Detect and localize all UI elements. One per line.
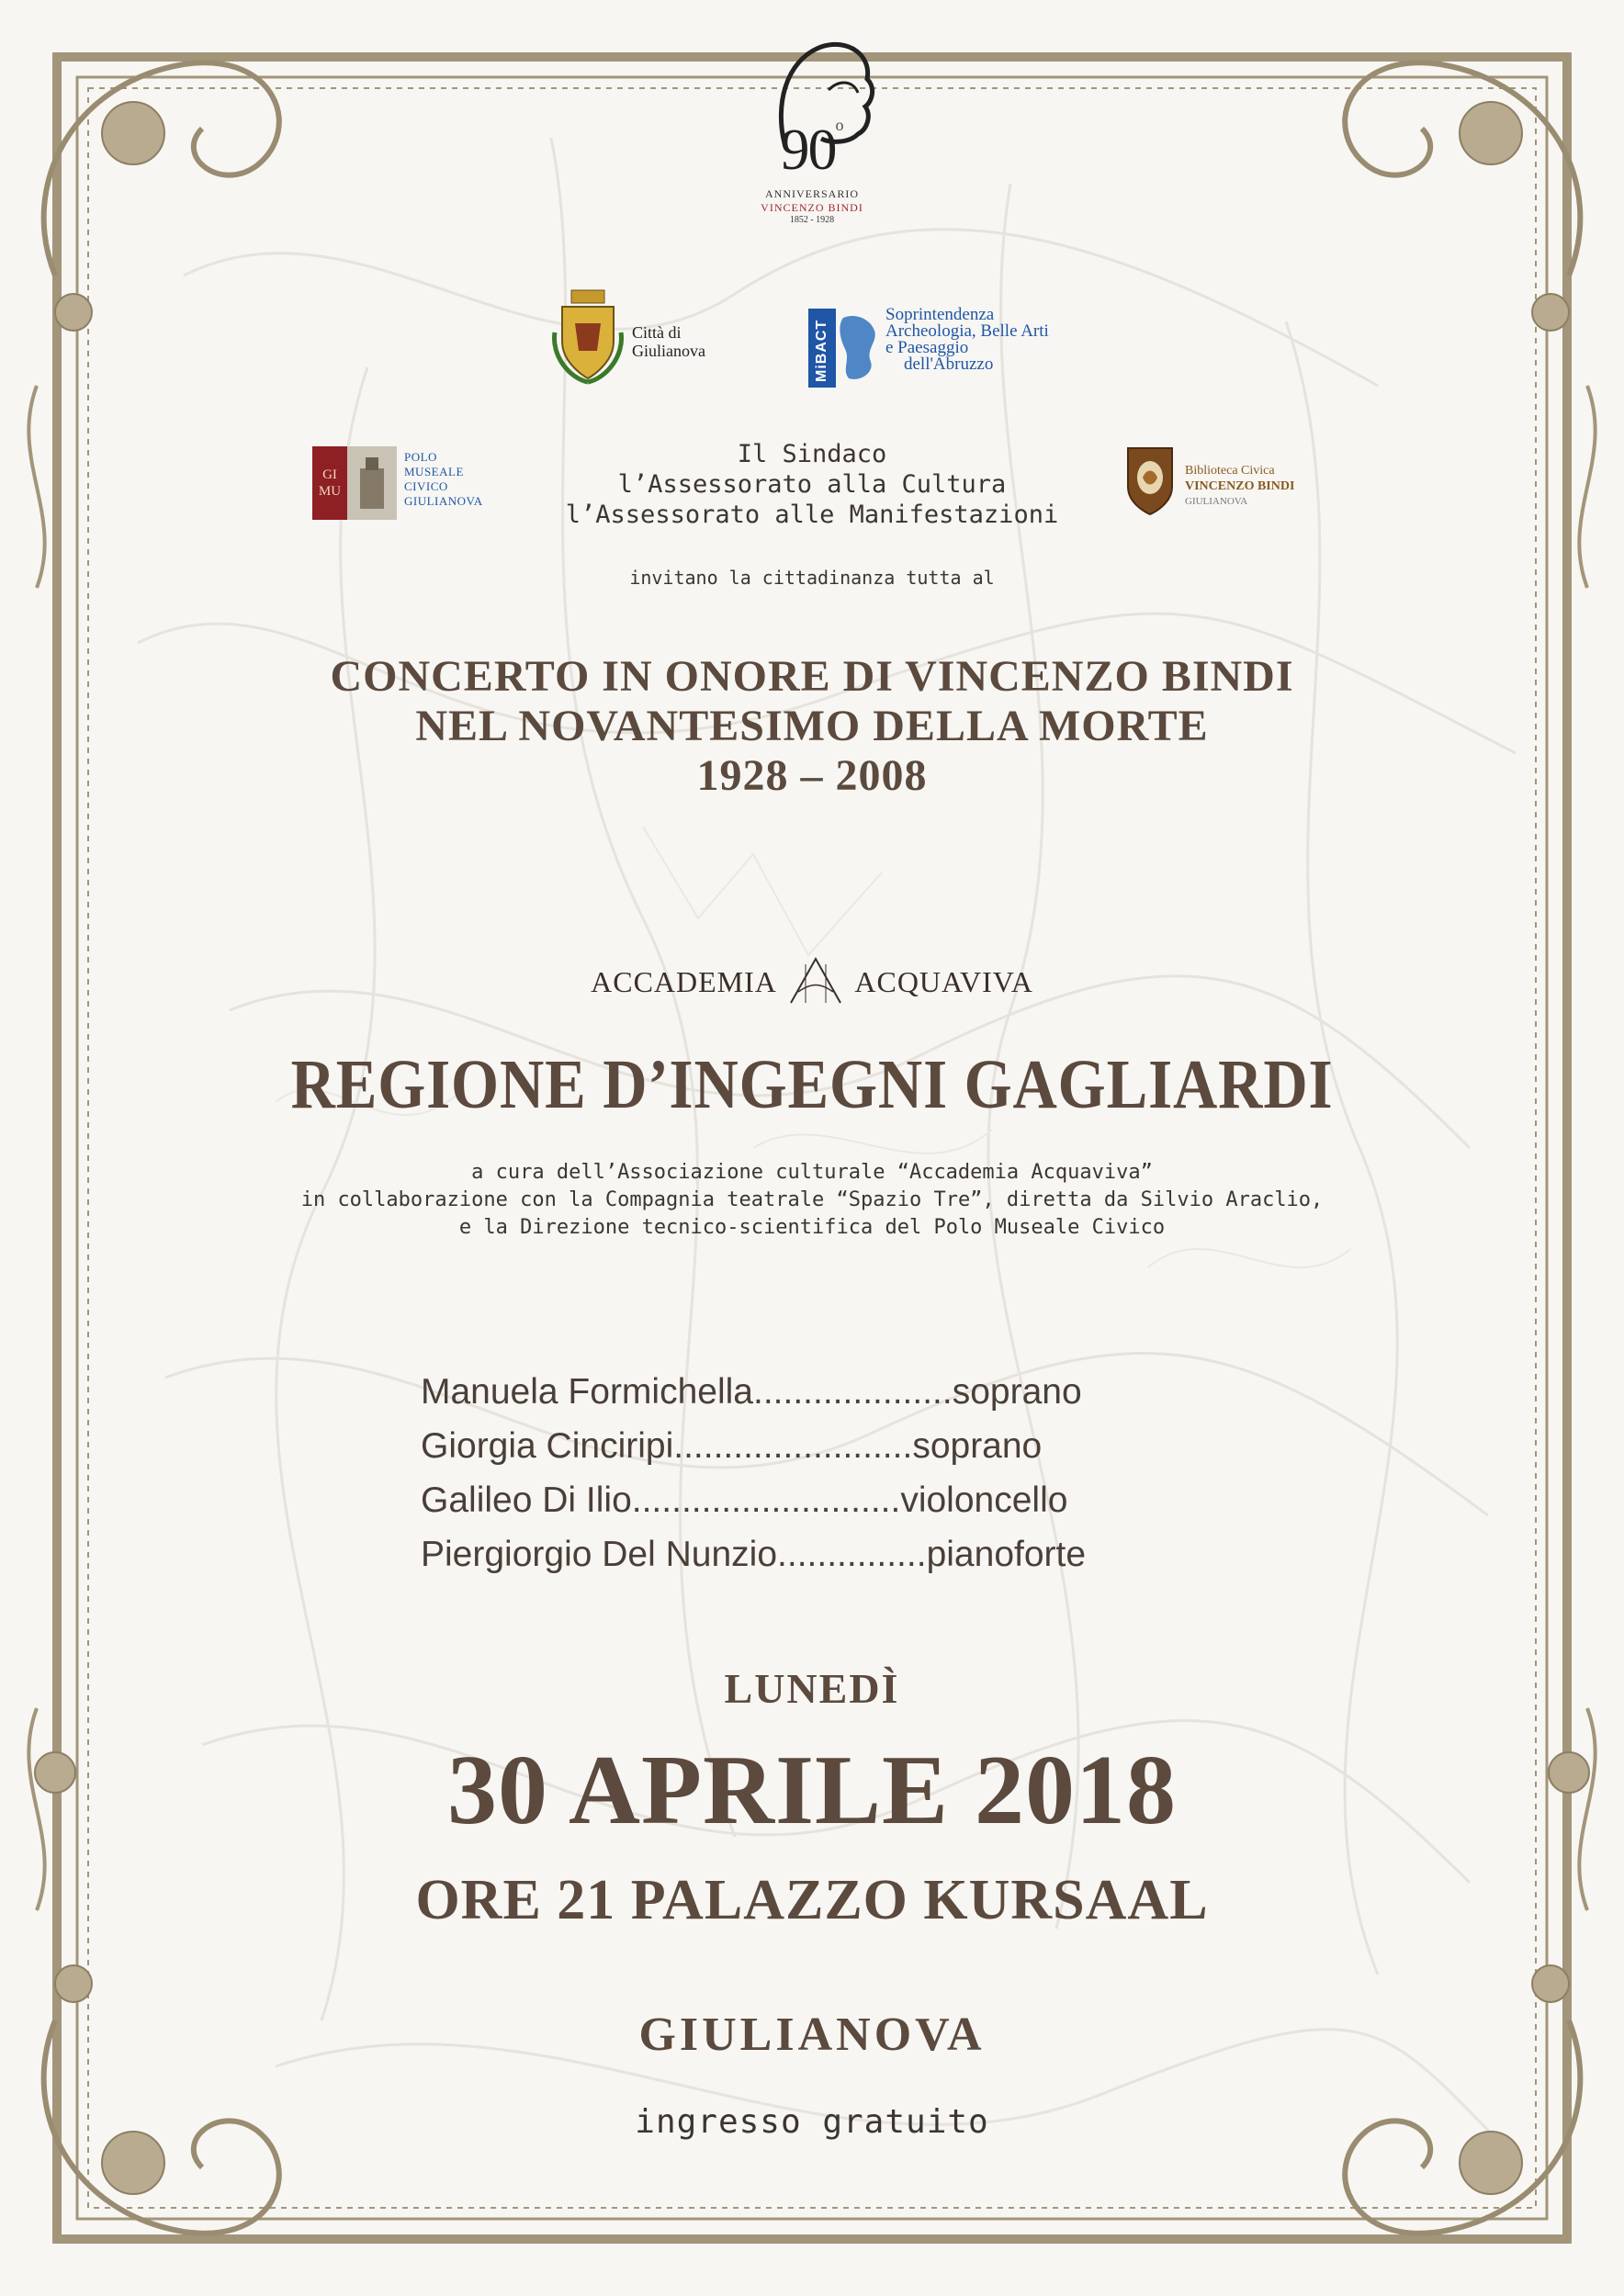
event-date: 30 APRILE 2018: [446, 1736, 1178, 1845]
bibl-line-2: VINCENZO BINDI: [1185, 479, 1295, 493]
performer-dots: ....................: [753, 1372, 953, 1412]
accademia-a-icon: [784, 955, 848, 1007]
soprintendenza-logo: [808, 303, 1121, 395]
accademia-left: ACCADEMIA: [591, 965, 776, 998]
credits-block: [0, 1159, 1624, 1242]
mibact-bar: [808, 309, 836, 388]
sopr-line-3: e Paesaggio: [885, 338, 969, 357]
credit-line: in collaborazione con la Compagnia teatrale “Spazio Tre”, diretta da Silvio Araclio,: [300, 1188, 1324, 1211]
anniversary-name: VINCENZO BINDI: [761, 201, 863, 214]
anniversary-number: 90: [780, 117, 836, 182]
performers-list: [421, 1365, 1229, 1581]
accademia-right: ACQUAVIVA: [854, 965, 1033, 998]
sopr-line-1: Soprintendenza: [885, 305, 995, 324]
performer-name: Galileo Di Ilio: [421, 1480, 632, 1520]
anniversary-logo: [720, 24, 904, 253]
performer-dots: ........................: [673, 1426, 913, 1466]
polo-line-4: GIULIANOVA: [404, 494, 483, 508]
abruzzo-map-icon: [838, 309, 880, 388]
performer-row: [421, 1365, 1229, 1419]
performer-role: soprano: [952, 1372, 1082, 1412]
performer-dots: ...............: [777, 1535, 927, 1574]
performer-name: Manuela Formichella: [421, 1372, 753, 1412]
organizer-line: l’Assessorato alla Cultura: [617, 470, 1007, 499]
admission-text: ingresso gratuito: [635, 2103, 989, 2141]
performer-role: soprano: [912, 1426, 1043, 1466]
performer-row: [421, 1419, 1229, 1473]
coat-of-arms-icon: [551, 287, 625, 388]
organizers-block: [0, 439, 1624, 530]
invitation-text: invitano la cittadinanza tutta al: [629, 567, 995, 589]
anniversary-degree: o: [835, 116, 844, 134]
bibl-line-1: Biblioteca Civica: [1185, 464, 1275, 478]
performer-row: [421, 1473, 1229, 1527]
citta-line-1: Città di: [632, 323, 682, 342]
mibact-label: MiBACT: [814, 319, 829, 382]
credit-line: a cura dell’Associazione culturale “Accademia Acquaviva”: [471, 1161, 1153, 1184]
organizer-line: l’Assessorato alle Manifestazioni: [565, 501, 1059, 529]
bibl-line-3: GIULIANOVA: [1185, 496, 1248, 507]
performer-row: [421, 1527, 1229, 1581]
event-time-place: ORE 21 PALAZZO KURSAAL: [415, 1869, 1209, 1931]
show-title: REGIONE D’INGEGNI GAGLIARDI: [290, 1046, 1334, 1123]
accademia-logo: [0, 955, 1624, 1010]
anniversary-label: ANNIVERSARIO: [765, 187, 859, 200]
title-line: 1928 – 2008: [696, 751, 928, 800]
polo-line-3: CIVICO: [404, 479, 448, 493]
performer-dots: ...........................: [631, 1480, 901, 1520]
concert-title: [0, 652, 1624, 801]
citta-line-2: Giulianova: [632, 342, 705, 360]
anniversary-years: 1852 - 1928: [789, 215, 835, 225]
organizer-line: Il Sindaco: [737, 440, 887, 468]
credit-line: e la Direzione tecnico-scientifica del Polo Museale Civico: [458, 1216, 1166, 1239]
event-day: LUNEDÌ: [724, 1665, 900, 1712]
performer-name: Giorgia Cinciripi: [421, 1426, 674, 1466]
title-line: NEL NOVANTESIMO DELLA MORTE: [415, 702, 1209, 750]
polo-line-1: POLO: [404, 450, 437, 464]
polo-line-2: MUSEALE: [404, 465, 464, 478]
sopr-line-4: dell'Abruzzo: [904, 355, 994, 374]
performer-name: Piergiorgio Del Nunzio: [421, 1535, 778, 1574]
performer-role: pianoforte: [926, 1535, 1087, 1574]
citta-giulianova-logo: [551, 287, 753, 388]
sopr-line-2: Archeologia, Belle Arti: [885, 321, 1049, 341]
event-city: GIULIANOVA: [638, 2009, 986, 2061]
title-line: CONCERTO IN ONORE DI VINCENZO BINDI: [330, 652, 1294, 701]
performer-role: violoncello: [900, 1480, 1068, 1520]
gimu-badge: GI MU: [312, 446, 347, 520]
